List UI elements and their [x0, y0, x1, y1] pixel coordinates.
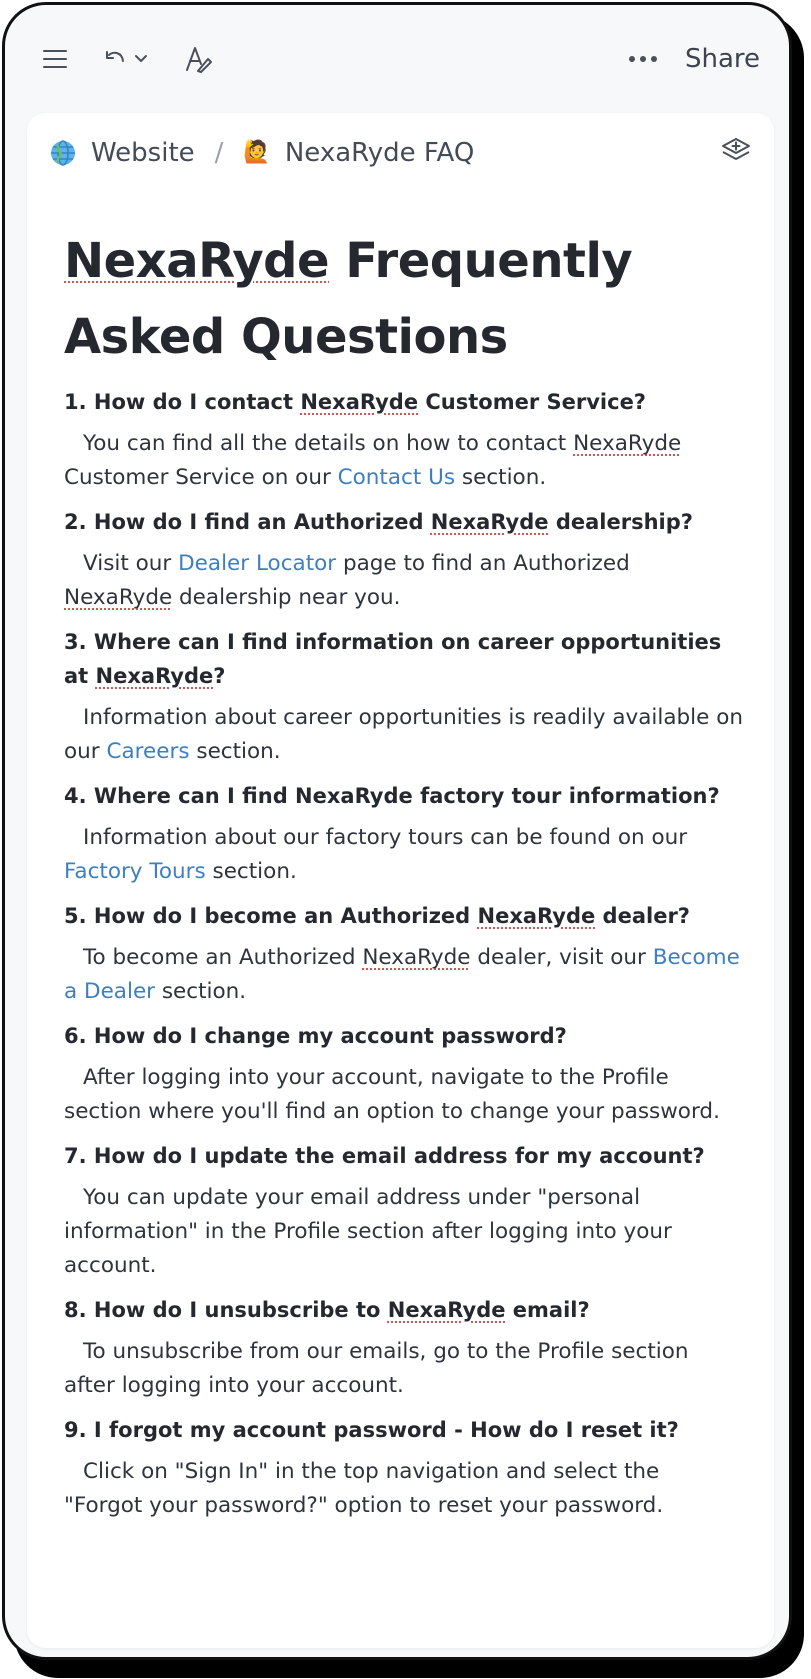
faq-answer-6: After logging into your account, navigate to the Profile section where you'll find an option to change your password.: [64, 1065, 720, 1124]
faq-question-4: 4. Where can I find NexaRyde factory tour information?: [64, 784, 720, 808]
contact-us-link[interactable]: Contact Us: [337, 465, 456, 490]
document-card: [27, 113, 774, 1648]
factory-tours-link[interactable]: Factory Tours: [64, 859, 206, 884]
undo-button[interactable]: [101, 43, 151, 75]
faq-question-2: 2. How do I find an Authorized NexaRyde dealership?: [64, 510, 693, 534]
faq-answer-8: To unsubscribe from our emails, go to the Profile section after logging into your account.: [64, 1339, 689, 1398]
more-options-button[interactable]: [623, 43, 663, 75]
faq-question-9: 9. I forgot my account password - How do I reset it?: [64, 1418, 679, 1442]
dealer-locator-link[interactable]: Dealer Locator: [178, 551, 337, 576]
more-icon: [628, 55, 658, 63]
faq-question-8: 8. How do I unsubscribe to NexaRyde email?: [64, 1298, 590, 1322]
document-body[interactable]: [64, 223, 744, 1523]
careers-link[interactable]: Careers: [106, 739, 190, 764]
page-title: NexaRyde Frequently Asked Questions: [64, 233, 633, 365]
faq-answer-3: Information about career opportunities is readily available on our Careers section.: [64, 705, 744, 764]
faq-question-3: 3. Where can I find information on career opportunities at NexaRyde?: [64, 630, 722, 688]
hamburger-icon: [42, 49, 68, 69]
undo-icon: [103, 49, 127, 69]
share-button[interactable]: Share: [685, 44, 761, 74]
app-window: [2, 2, 792, 1660]
globe-icon: [49, 139, 77, 167]
faq-answer-7: You can update your email address under "personal information" in the Profile section after logging into your account.: [64, 1185, 672, 1278]
faq-answer-9: Click on "Sign In" in the top navigation and select the "Forgot your password?" option to reset your password.: [64, 1459, 664, 1518]
faq-answer-2: Visit our Dealer Locator page to find an Authorized NexaRyde dealership near you.: [64, 551, 630, 610]
faq-question-1: 1. How do I contact NexaRyde Customer Service?: [64, 390, 646, 414]
text-format-icon: [183, 44, 213, 74]
faq-answer-1: You can find all the details on how to contact NexaRyde Customer Service on our Contact Us section.: [64, 431, 682, 490]
become-a-dealer-link[interactable]: Become a Dealer: [64, 945, 740, 1004]
breadcrumb-workspace[interactable]: [49, 138, 195, 168]
top-toolbar: [5, 5, 789, 109]
chevron-down-icon: [133, 53, 149, 65]
breadcrumb-page-label: NexaRyde FAQ: [284, 138, 475, 168]
faq-question-7: 7. How do I update the email address for my account?: [64, 1144, 705, 1168]
faq-question-6: 6. How do I change my account password?: [64, 1024, 567, 1048]
format-button[interactable]: [181, 41, 215, 77]
faq-answer-4: Information about our factory tours can be found on our Factory Tours section.: [64, 825, 688, 884]
faq-question-5: 5. How do I become an Authorized NexaRyde dealer?: [64, 904, 690, 928]
layers-add-icon: [720, 136, 752, 166]
menu-button[interactable]: [39, 43, 71, 75]
breadcrumb-separator: /: [214, 138, 224, 168]
breadcrumb: [49, 133, 474, 173]
page-layers-button[interactable]: [718, 133, 754, 169]
breadcrumb-page[interactable]: [243, 138, 474, 168]
breadcrumb-workspace-label: Website: [91, 138, 195, 168]
faq-answer-5: To become an Authorized NexaRyde dealer, visit our Become a Dealer section.: [64, 945, 740, 1004]
page-emoji-icon: 🙋: [243, 140, 271, 165]
